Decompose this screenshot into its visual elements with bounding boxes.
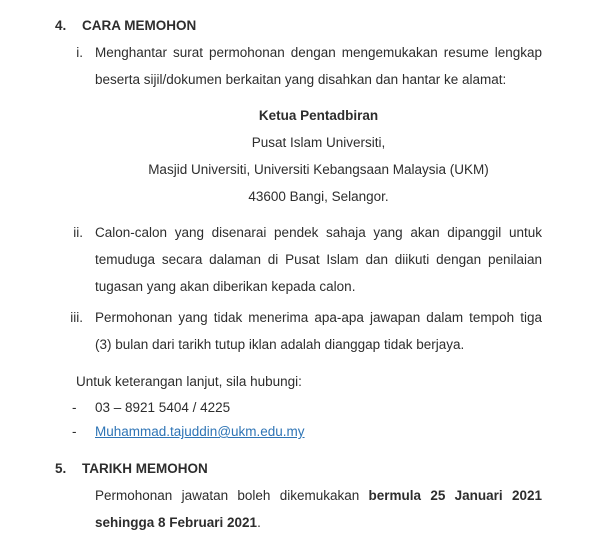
list-item-ii bbox=[55, 219, 542, 300]
list-item-i bbox=[55, 39, 542, 93]
section-5-title: TARIKH MEMOHON bbox=[82, 461, 208, 476]
address-block bbox=[95, 102, 542, 210]
address-line-city: 43600 Bangi, Selangor. bbox=[248, 189, 389, 204]
dash-bullet: - bbox=[72, 400, 77, 415]
list-item-ii-marker: ii. bbox=[73, 225, 83, 240]
address-line-institution: Masjid Universiti, Universiti Kebangsaan Malaysia (UKM) bbox=[148, 162, 489, 177]
section-4-heading bbox=[55, 12, 542, 39]
email-link[interactable]: Muhammad.tajuddin@ukm.edu.my bbox=[95, 424, 305, 439]
section-5-number: 5. bbox=[55, 461, 67, 476]
section-4-title: CARA MEMOHON bbox=[82, 18, 197, 33]
section-5-body-regular: Permohonan jawatan boleh dikemukakan bbox=[95, 488, 369, 503]
dash-bullet: - bbox=[72, 424, 77, 439]
list-item-iii bbox=[55, 304, 542, 358]
contact-email-row bbox=[72, 420, 542, 444]
list-item-ii-text: Calon-calon yang disenarai pendek sahaja yang akan dipanggil untuk temuduga secara dalaman di Pusat Islam dan diikuti dengan penilaian tugasan yang akan diberikan kepada calon. bbox=[95, 225, 542, 294]
list-item-i-marker: i. bbox=[76, 45, 83, 60]
section-4-number: 4. bbox=[55, 18, 67, 33]
section-5-body-period: . bbox=[257, 515, 261, 530]
list-item-iii-text: Permohonan yang tidak menerima apa-apa jawapan dalam tempoh tiga (3) bulan dari tarikh tutup iklan adalah dianggap tidak berjaya. bbox=[95, 310, 542, 352]
phone-number: 03 – 8921 5404 / 4225 bbox=[95, 400, 231, 415]
section-5-body bbox=[95, 482, 542, 536]
contact-intro: Untuk keterangan lanjut, sila hubungi: bbox=[76, 374, 302, 389]
list-item-iii-marker: iii. bbox=[70, 310, 83, 325]
section-5-heading bbox=[55, 455, 542, 482]
section-5-body-dates: bermula 25 Januari 2021 sehingga 8 Februari 2021 bbox=[95, 488, 542, 530]
address-line-recipient: Ketua Pentadbiran bbox=[258, 108, 379, 123]
contact-phone-row bbox=[72, 396, 542, 420]
list-item-i-text: Menghantar surat permohonan dengan mengemukakan resume lengkap beserta sijil/dokumen berkaitan yang disahkan dan hantar ke alamat: bbox=[95, 45, 542, 87]
address-line-department: Pusat Islam Universiti, bbox=[251, 135, 386, 150]
